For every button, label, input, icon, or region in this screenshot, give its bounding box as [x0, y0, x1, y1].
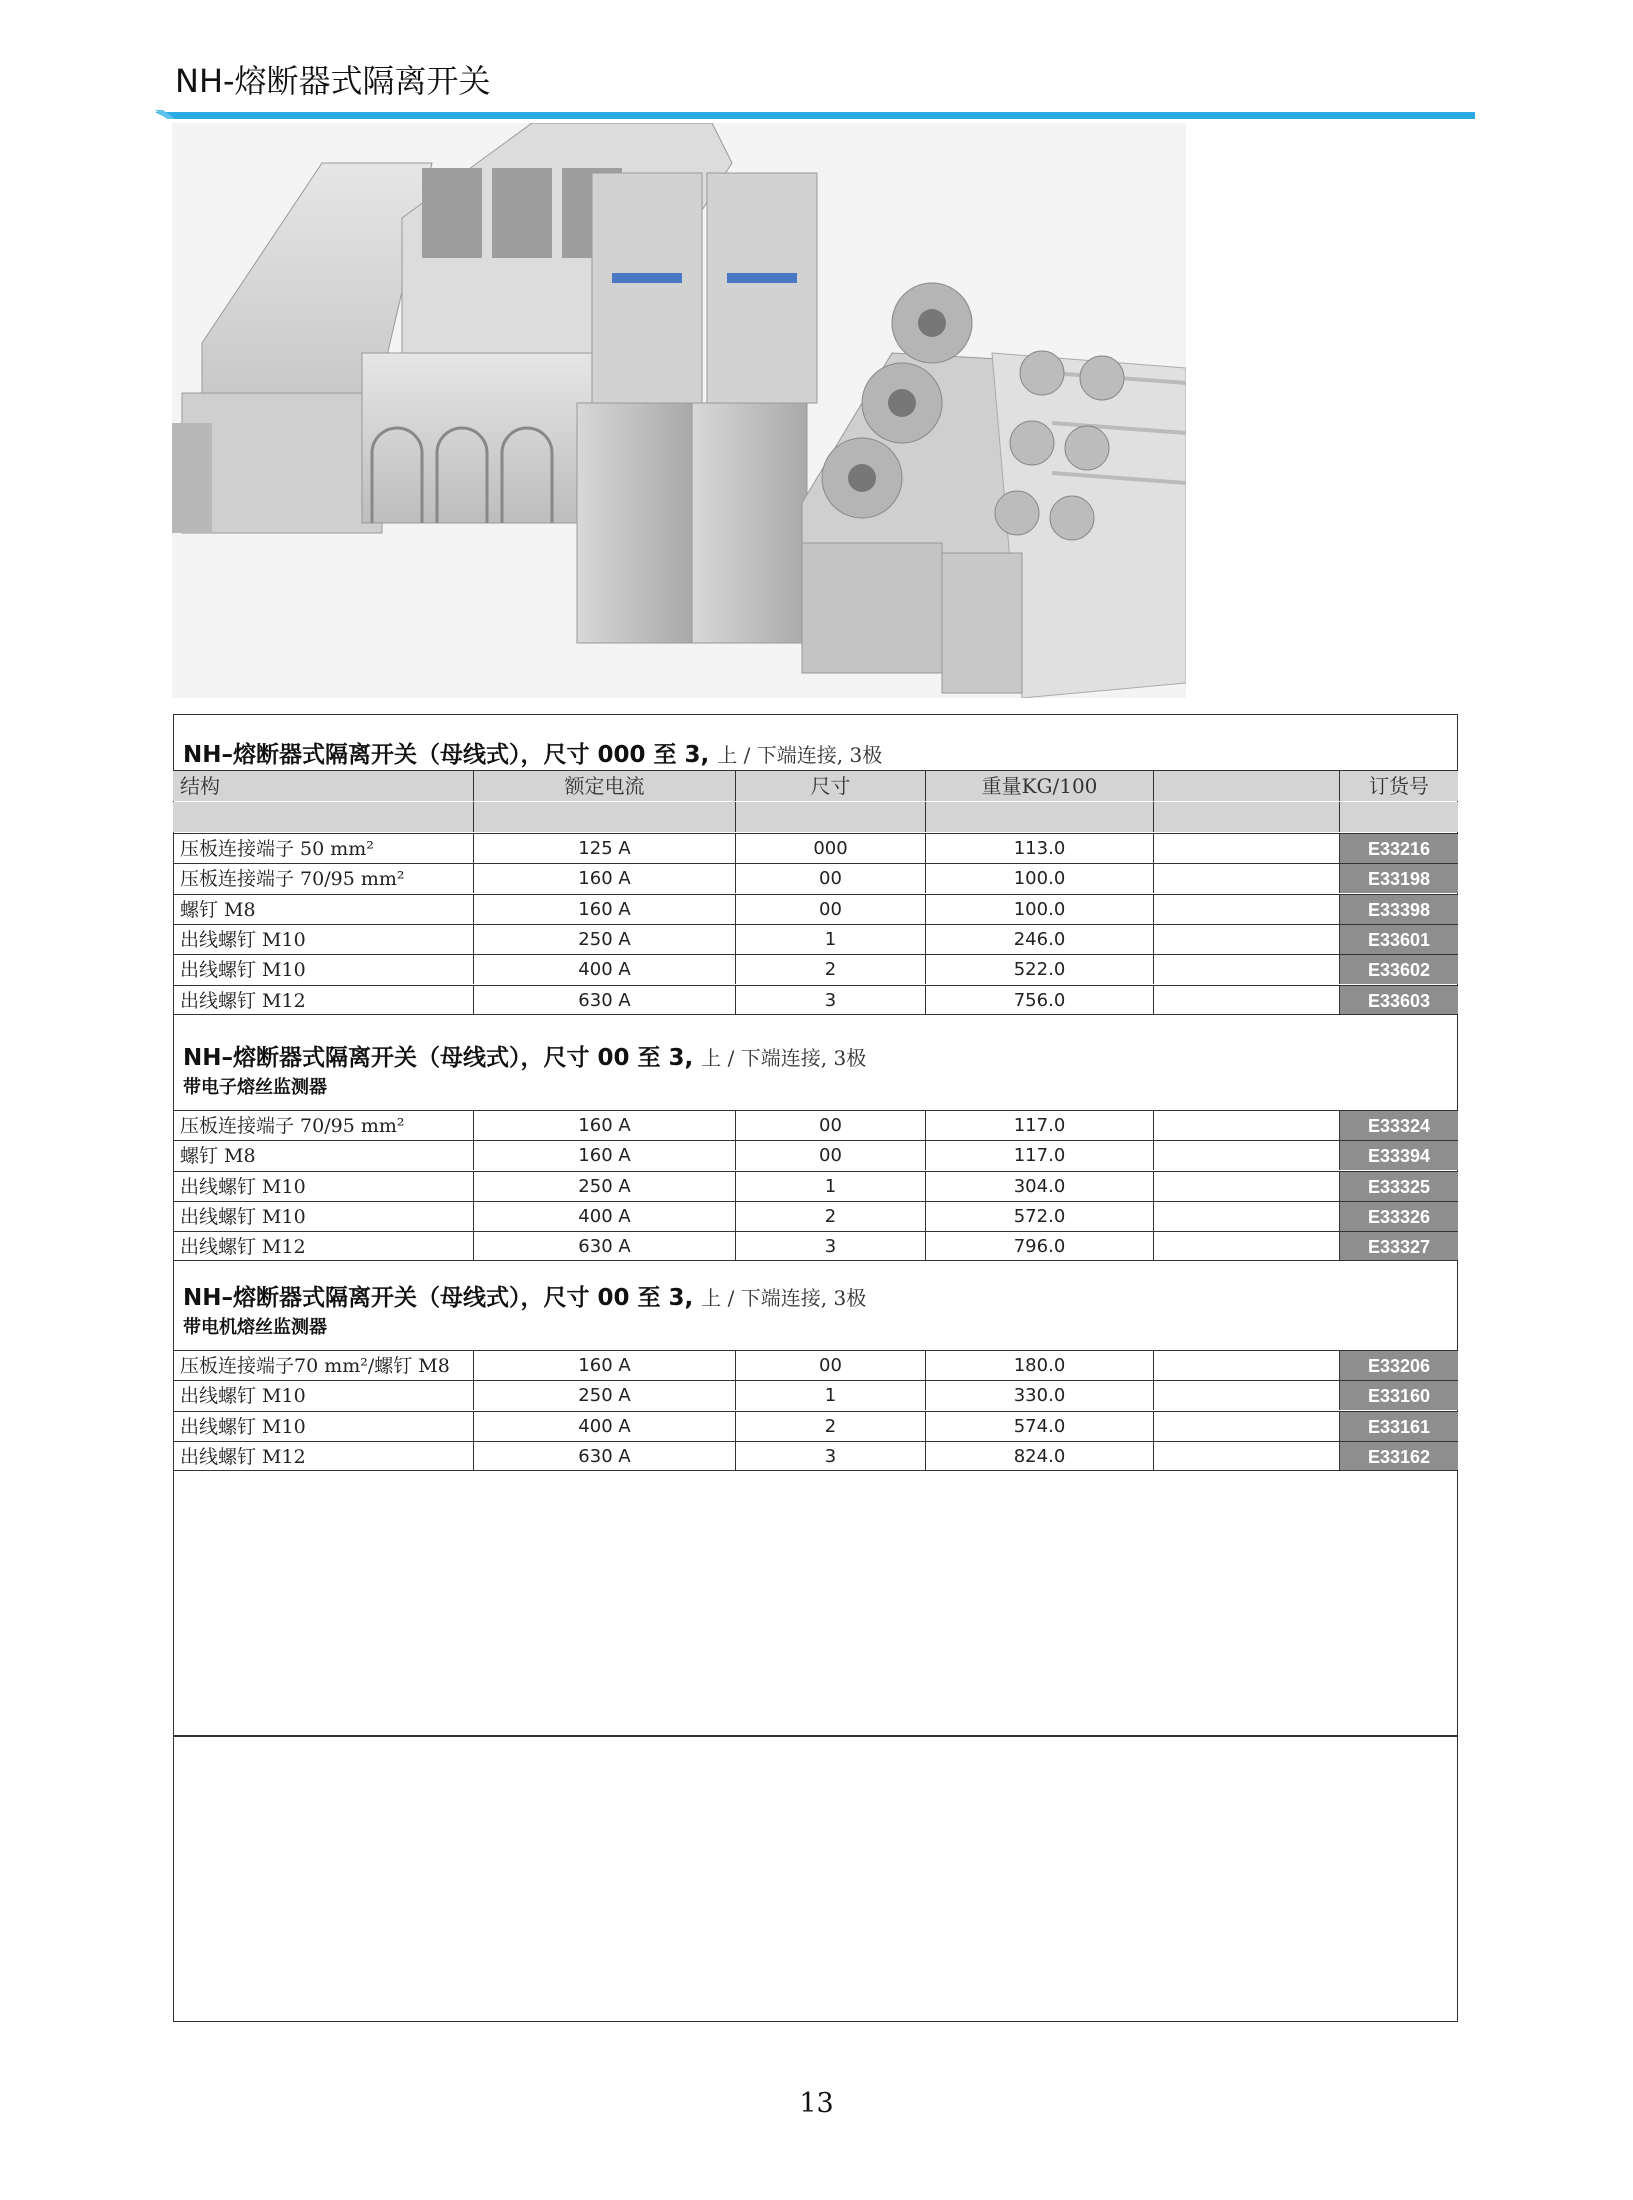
- cell-size: 1: [735, 924, 925, 954]
- cell-order: E33160: [1339, 1380, 1458, 1410]
- cell-extra: [1153, 1201, 1339, 1231]
- cell-order: E33198: [1339, 863, 1458, 893]
- header-weight: 重量KG/100: [925, 771, 1153, 801]
- cell-structure: 压板连接端子70 mm²/螺钉 M8: [173, 1350, 473, 1380]
- cell-current: 630 A: [473, 1231, 735, 1261]
- cell-extra: [1153, 863, 1339, 893]
- cell-size: 2: [735, 954, 925, 984]
- page-title: NH-熔断器式隔离开关: [175, 62, 491, 100]
- cell-weight: 100.0: [925, 894, 1153, 924]
- cell-weight: 824.0: [925, 1441, 1153, 1471]
- cell-size: 3: [735, 1441, 925, 1471]
- cell-current: 250 A: [473, 924, 735, 954]
- section-2-subtitle: 带电子熔丝监测器: [183, 1077, 327, 1098]
- cell-structure: 出线螺钉 M12: [173, 985, 473, 1015]
- cell-current: 630 A: [473, 985, 735, 1015]
- table-row: [173, 1110, 1458, 1140]
- product-photo: [172, 123, 1186, 698]
- cell-structure: 出线螺钉 M10: [173, 1171, 473, 1201]
- header-size: 尺寸: [735, 771, 925, 801]
- cell-size: 00: [735, 894, 925, 924]
- section-3-title-suffix: 上 / 下端连接, 3极: [701, 1286, 867, 1310]
- cell-extra: [1153, 1380, 1339, 1410]
- table-row: [173, 1231, 1458, 1261]
- cell-extra: [1153, 1231, 1339, 1261]
- cell-order: E33394: [1339, 1140, 1458, 1170]
- cell-order: E33398: [1339, 894, 1458, 924]
- header-order: 订货号: [1339, 771, 1458, 801]
- cell-current: 400 A: [473, 954, 735, 984]
- section-2-title: [183, 1039, 866, 1072]
- table-header-row: [173, 771, 1458, 801]
- cell-extra: [1153, 1411, 1339, 1441]
- section-1-title-text: NH–熔断器式隔离开关（母线式），尺寸 000 至 3,: [183, 742, 710, 768]
- page-number: 13: [799, 2088, 834, 2119]
- cell-size: 3: [735, 1231, 925, 1261]
- cell-size: 2: [735, 1201, 925, 1231]
- cell-size: 1: [735, 1380, 925, 1410]
- cell-current: 160 A: [473, 1350, 735, 1380]
- table-row: [173, 1411, 1458, 1441]
- table-row: [173, 1171, 1458, 1201]
- table-row: [173, 1441, 1458, 1471]
- header-blank: [1153, 771, 1339, 801]
- cell-size: 00: [735, 1140, 925, 1170]
- table-row: [173, 1140, 1458, 1170]
- section-1-title-suffix: 上 / 下端连接, 3极: [717, 743, 883, 767]
- cell-current: 160 A: [473, 1110, 735, 1140]
- cell-order: E33162: [1339, 1441, 1458, 1471]
- section-2-title-text: NH–熔断器式隔离开关（母线式），尺寸 00 至 3,: [183, 1045, 694, 1071]
- section-1-title: [183, 736, 882, 769]
- cell-order: E33326: [1339, 1201, 1458, 1231]
- cell-order: E33324: [1339, 1110, 1458, 1140]
- cell-weight: 246.0: [925, 924, 1153, 954]
- cell-structure: 出线螺钉 M10: [173, 1411, 473, 1441]
- title-accent-rule: [155, 110, 1475, 120]
- cell-current: 400 A: [473, 1201, 735, 1231]
- cell-weight: 117.0: [925, 1110, 1153, 1140]
- cell-weight: 180.0: [925, 1350, 1153, 1380]
- cell-weight: 113.0: [925, 833, 1153, 863]
- cell-structure: 压板连接端子 70/95 mm²: [173, 863, 473, 893]
- table-bottom-rule: [173, 1735, 1458, 1737]
- cell-extra: [1153, 1350, 1339, 1380]
- table-row: [173, 863, 1458, 893]
- cell-weight: 796.0: [925, 1231, 1153, 1261]
- cell-weight: 100.0: [925, 863, 1153, 893]
- cell-extra: [1153, 924, 1339, 954]
- cell-current: 160 A: [473, 863, 735, 893]
- cell-structure: 出线螺钉 M12: [173, 1231, 473, 1261]
- table-row: [173, 1201, 1458, 1231]
- cell-current: 250 A: [473, 1171, 735, 1201]
- table-row: [173, 833, 1458, 863]
- header-filler-row: [173, 802, 1458, 832]
- cell-order: E33161: [1339, 1411, 1458, 1441]
- cell-size: 00: [735, 863, 925, 893]
- section-3-title: [183, 1279, 866, 1312]
- cell-order: E33327: [1339, 1231, 1458, 1261]
- cell-current: 400 A: [473, 1411, 735, 1441]
- cell-order: E33325: [1339, 1171, 1458, 1201]
- cell-weight: 574.0: [925, 1411, 1153, 1441]
- cell-size: 00: [735, 1110, 925, 1140]
- cell-current: 160 A: [473, 894, 735, 924]
- header-current: 额定电流: [473, 771, 735, 801]
- cell-weight: 117.0: [925, 1140, 1153, 1170]
- cell-extra: [1153, 1441, 1339, 1471]
- cell-structure: 出线螺钉 M10: [173, 954, 473, 984]
- cell-weight: 756.0: [925, 985, 1153, 1015]
- table-row: [173, 985, 1458, 1015]
- cell-size: 2: [735, 1411, 925, 1441]
- table-row: [173, 954, 1458, 984]
- cell-size: 00: [735, 1350, 925, 1380]
- cell-extra: [1153, 833, 1339, 863]
- cell-size: 1: [735, 1171, 925, 1201]
- cell-order: E33206: [1339, 1350, 1458, 1380]
- cell-structure: 出线螺钉 M10: [173, 1380, 473, 1410]
- table-row: [173, 1380, 1458, 1410]
- table-row: [173, 924, 1458, 954]
- cell-structure: 压板连接端子 70/95 mm²: [173, 1110, 473, 1140]
- cell-current: 250 A: [473, 1380, 735, 1410]
- cell-extra: [1153, 1110, 1339, 1140]
- cell-structure: 出线螺钉 M12: [173, 1441, 473, 1471]
- cell-structure: 出线螺钉 M10: [173, 924, 473, 954]
- cell-current: 125 A: [473, 833, 735, 863]
- cell-extra: [1153, 985, 1339, 1015]
- section-2-title-suffix: 上 / 下端连接, 3极: [701, 1046, 867, 1070]
- cell-weight: 330.0: [925, 1380, 1153, 1410]
- cell-structure: 压板连接端子 50 mm²: [173, 833, 473, 863]
- section-3-subtitle: 带电机熔丝监测器: [183, 1317, 327, 1338]
- header-structure: 结构: [180, 774, 220, 798]
- cell-weight: 522.0: [925, 954, 1153, 984]
- cell-extra: [1153, 954, 1339, 984]
- cell-size: 000: [735, 833, 925, 863]
- cell-order: E33601: [1339, 924, 1458, 954]
- cell-weight: 304.0: [925, 1171, 1153, 1201]
- cell-order: E33603: [1339, 985, 1458, 1015]
- cell-structure: 出线螺钉 M10: [173, 1201, 473, 1231]
- cell-structure: 螺钉 M8: [173, 1140, 473, 1170]
- cell-extra: [1153, 1171, 1339, 1201]
- section-3-title-text: NH–熔断器式隔离开关（母线式），尺寸 00 至 3,: [183, 1285, 694, 1311]
- cell-extra: [1153, 894, 1339, 924]
- cell-order: E33216: [1339, 833, 1458, 863]
- cell-weight: 572.0: [925, 1201, 1153, 1231]
- cell-size: 3: [735, 985, 925, 1015]
- cell-extra: [1153, 1140, 1339, 1170]
- cell-structure: 螺钉 M8: [173, 894, 473, 924]
- table-row: [173, 1350, 1458, 1380]
- cell-current: 630 A: [473, 1441, 735, 1471]
- cell-current: 160 A: [473, 1140, 735, 1170]
- cell-order: E33602: [1339, 954, 1458, 984]
- table-row: [173, 894, 1458, 924]
